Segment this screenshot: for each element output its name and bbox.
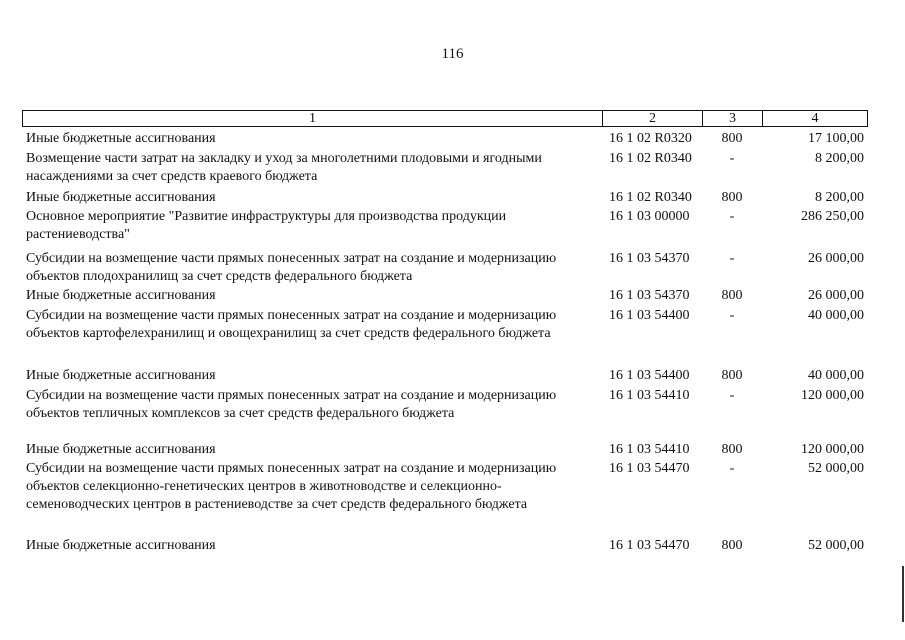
row-type: - — [729, 388, 735, 403]
row-amount: 40 000,00 — [808, 368, 864, 383]
column-header-type: 3 — [702, 110, 763, 127]
row-name: Иные бюджетные ассигнования — [26, 368, 216, 383]
row-name: Основное мероприятие "Развитие инфраструктуры для производства продукции растениеводства" — [26, 209, 507, 242]
column-header-name: 1 — [22, 110, 603, 127]
row-name: Иные бюджетные ассигнования — [26, 538, 216, 553]
row-type: 800 — [721, 442, 743, 457]
row-type: - — [729, 308, 735, 323]
row-name: Субсидии на возмещение части прямых понесенных затрат на создание и модернизацию объектов плодохранилищ за счет средств федерального бюджета — [26, 251, 557, 284]
row-code: 16 1 03 54370 — [609, 288, 690, 303]
column-header-code: 2 — [602, 110, 703, 127]
row-code: 16 1 02 R0340 — [609, 190, 692, 205]
row-name: Иные бюджетные ассигнования — [26, 190, 216, 205]
row-name: Субсидии на возмещение части прямых понесенных затрат на создание и модернизацию объектов селекционно-генетических центров в животноводстве и селекционно-семеноводческих центров в растениеводстве за счет средств федерального бюджета — [26, 461, 557, 512]
row-amount: 52 000,00 — [808, 538, 864, 553]
row-amount: 8 200,00 — [815, 151, 864, 166]
row-name: Субсидии на возмещение части прямых понесенных затрат на создание и модернизацию объектов тепличных комплексов за счет средств федерального бюджета — [26, 388, 557, 421]
row-code: 16 1 03 00000 — [609, 209, 690, 224]
row-type: 800 — [721, 368, 743, 383]
row-name: Возмещение части затрат на закладку и уход за многолетними плодовыми и ягодными насаждениями за счет средств краевого бюджета — [26, 151, 542, 184]
row-code: 16 1 03 54400 — [609, 308, 690, 323]
row-code: 16 1 03 54410 — [609, 388, 690, 403]
row-code: 16 1 03 54410 — [609, 442, 690, 457]
row-amount: 26 000,00 — [808, 288, 864, 303]
row-type: 800 — [721, 538, 743, 553]
row-type: - — [729, 251, 735, 266]
row-amount: 26 000,00 — [808, 251, 864, 266]
row-name: Иные бюджетные ассигнования — [26, 442, 216, 457]
row-amount: 120 000,00 — [801, 388, 864, 403]
row-code: 16 1 02 R0340 — [609, 151, 692, 166]
page-number: 116 — [441, 46, 464, 62]
row-amount: 52 000,00 — [808, 461, 864, 476]
row-amount: 286 250,00 — [801, 209, 864, 224]
row-type: 800 — [721, 190, 743, 205]
row-code: 16 1 03 54400 — [609, 368, 690, 383]
row-name: Иные бюджетные ассигнования — [26, 131, 216, 146]
row-type: - — [729, 461, 735, 476]
row-type: - — [729, 151, 735, 166]
row-type: 800 — [721, 131, 743, 146]
row-amount: 8 200,00 — [815, 190, 864, 205]
row-code: 16 1 02 R0320 — [609, 131, 692, 146]
row-type: 800 — [721, 288, 743, 303]
row-amount: 40 000,00 — [808, 308, 864, 323]
row-code: 16 1 03 54470 — [609, 538, 690, 553]
column-header-amount: 4 — [762, 110, 868, 127]
row-amount: 120 000,00 — [801, 442, 864, 457]
row-code: 16 1 03 54470 — [609, 461, 690, 476]
row-amount: 17 100,00 — [808, 131, 864, 146]
scan-edge-line — [902, 566, 904, 622]
row-code: 16 1 03 54370 — [609, 251, 690, 266]
row-name: Субсидии на возмещение части прямых понесенных затрат на создание и модернизацию объектов картофелехранилищ и овощехранилищ за счет средств федерального бюджета — [26, 308, 557, 341]
row-name: Иные бюджетные ассигнования — [26, 288, 216, 303]
row-type: - — [729, 209, 735, 224]
